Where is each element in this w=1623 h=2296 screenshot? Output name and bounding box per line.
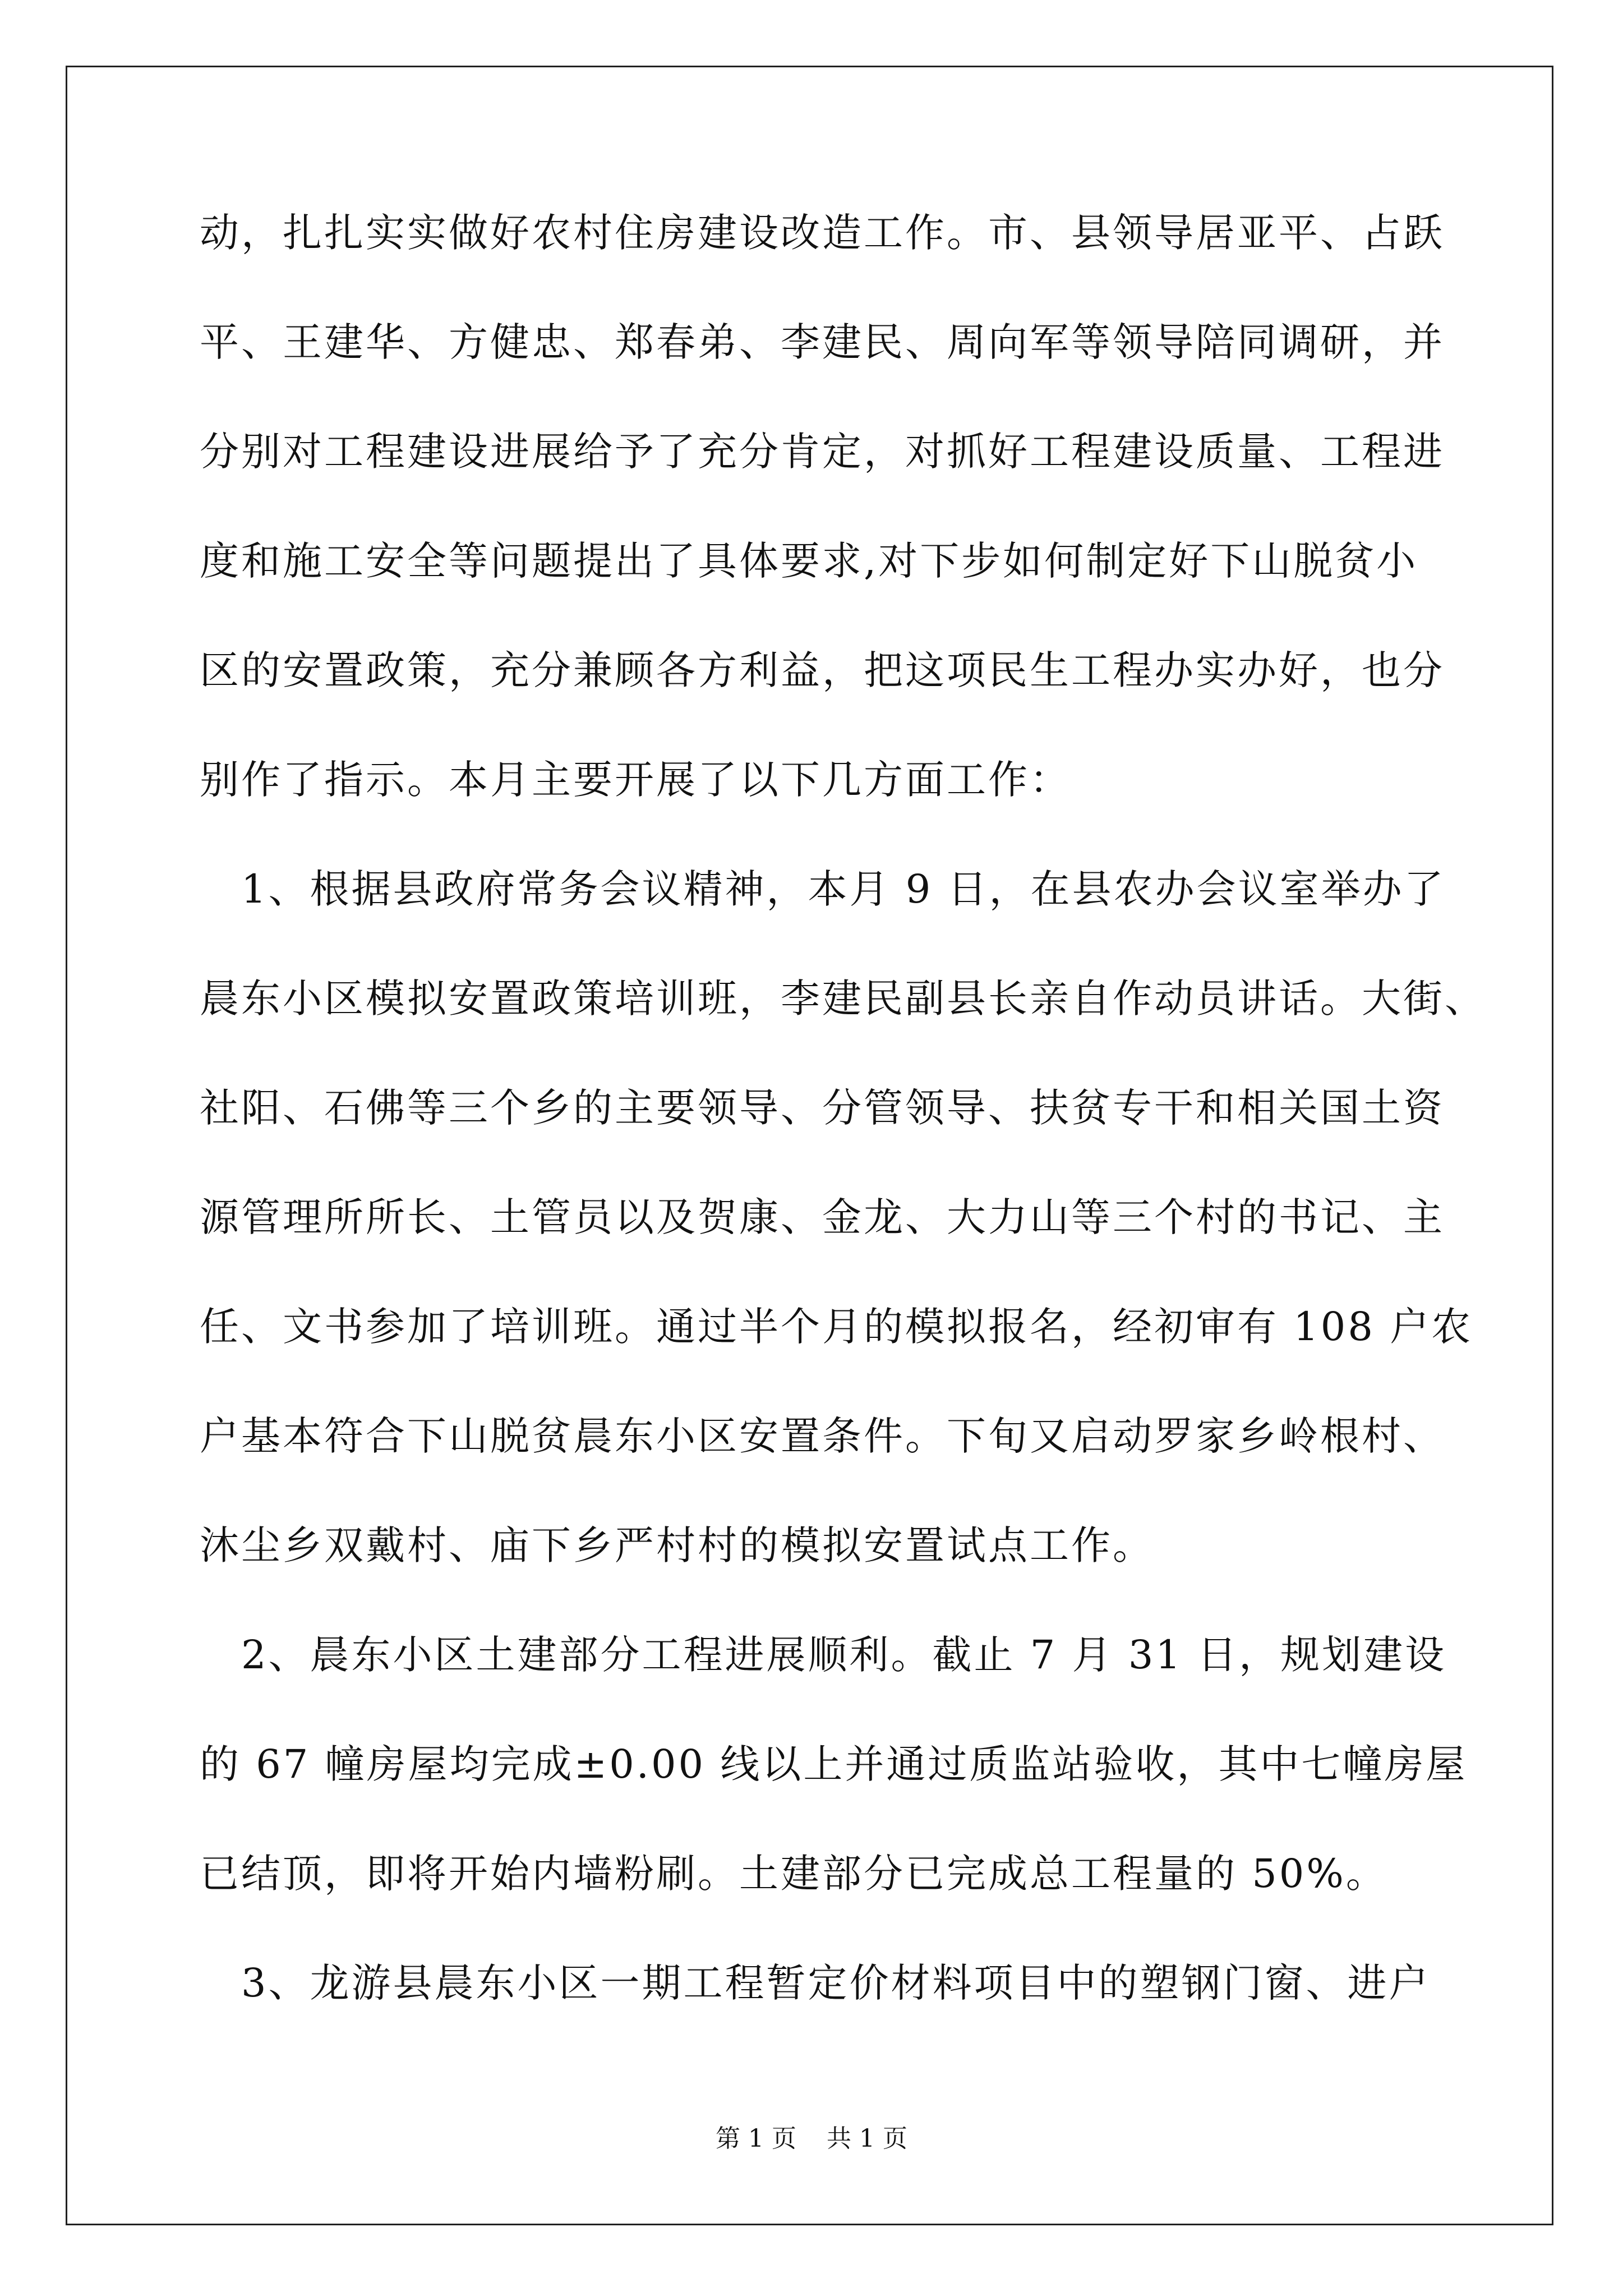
body-line: 动，扎扎实实做好农村住房建设改造工作。市、县领导居亚平、占跃	[200, 210, 1445, 256]
page-number-total: 共 1 页	[827, 2124, 907, 2153]
body-line: 社阳、石佛等三个乡的主要领导、分管领导、扶贫专干和相关国土资	[200, 1085, 1445, 1131]
body-line: 平、王建华、方健忠、郑春弟、李建民、周向军等领导陪同调研，并	[200, 319, 1445, 365]
page-number-current: 第 1 页	[716, 2124, 796, 2153]
body-line: 沐尘乡双戴村、庙下乡严村村的模拟安置试点工作。	[200, 1522, 1154, 1568]
body-line: 任、文书参加了培训班。通过半个月的模拟报名，经初审有 108 户农	[200, 1304, 1473, 1350]
body-line: 户基本符合下山脱贫晨东小区安置条件。下旬又启动罗家乡岭根村、	[200, 1413, 1445, 1459]
body-line: 3、龙游县晨东小区一期工程暂定价材料项目中的塑钢门窗、进户	[200, 1960, 1431, 2006]
document-body	[200, 210, 1486, 2073]
body-line: 已结顶，即将开始内墙粉刷。土建部分已完成总工程量的 50%。	[200, 1851, 1387, 1897]
body-line: 源管理所所长、土管员以及贺康、金龙、大力山等三个村的书记、主	[200, 1194, 1445, 1240]
body-line: 区的安置政策，充分兼顾各方利益，把这项民生工程办实办好，也分	[200, 647, 1445, 693]
body-line: 1、根据县政府常务会议精神，本月 9 日，在县农办会议室举办了	[200, 866, 1446, 912]
body-line: 晨东小区模拟安置政策培训班，李建民副县长亲自作动员讲话。大街、	[200, 976, 1486, 1022]
body-line: 度和施工安全等问题提出了具体要求,对下步如何制定好下山脱贫小	[200, 538, 1418, 584]
body-line: 分别对工程建设进展给予了充分肯定，对抓好工程建设质量、工程进	[200, 429, 1445, 475]
body-line: 别作了指示。本月主要开展了以下几方面工作：	[200, 757, 1071, 803]
page-footer	[0, 2125, 1623, 2153]
body-line: 2、晨东小区土建部分工程进展顺利。截止 7 月 31 日，规划建设	[200, 1632, 1447, 1678]
body-line: 的 67 幢房屋均完成±0.00 线以上并通过质监站验收，其中七幢房屋	[200, 1741, 1468, 1787]
